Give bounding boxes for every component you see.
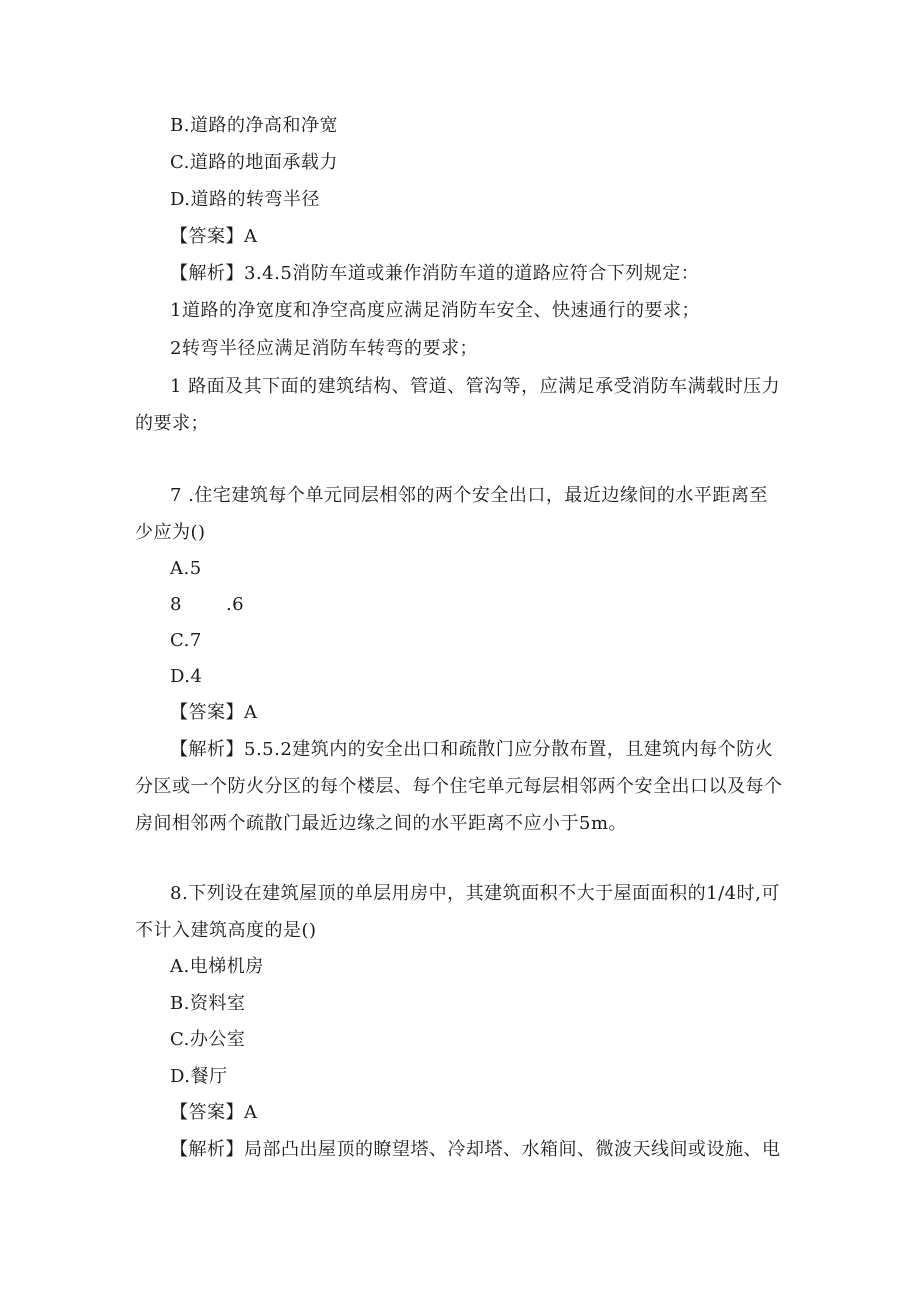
q7-analysis-line-1: 【解析】5.5.2建筑内的安全出口和疏散门应分散布置，且建筑内每个防火	[170, 739, 774, 760]
q8-option-c: C.办公室	[170, 1029, 246, 1050]
q8-option-b: B.资料室	[170, 993, 246, 1014]
q6-answer: 【答案】A	[170, 226, 258, 247]
q6-option-d: D.道路的转弯半径	[170, 189, 321, 210]
q6-analysis-line-3: 2转弯半径应满足消防车转弯的要求；	[170, 338, 478, 359]
q7-option-b-value: .6	[225, 594, 245, 615]
q6-analysis-line-2: 1道路的净宽度和净空高度应满足消防车安全、快速通行的要求；	[170, 300, 700, 321]
q7-analysis-line-3: 房间相邻两个疏散门最近边缘之间的水平距离不应小于5m。	[135, 813, 628, 834]
q7-option-b	[170, 594, 244, 616]
q6-analysis-line-4-cont: 的要求；	[135, 413, 209, 434]
q6-option-b: B.道路的净高和净宽	[170, 115, 338, 136]
q7-question-line-1: 7 .住宅建筑每个单元同层相邻的两个安全出口，最近边缘间的水平距离至	[170, 485, 768, 506]
q7-answer: 【答案】A	[170, 702, 258, 723]
q8-option-a: A.电梯机房	[170, 956, 264, 977]
q6-analysis-line-1: 【解析】3.4.5消防车道或兼作消防车道的道路应符合下列规定：	[170, 263, 700, 284]
q8-analysis-line-1: 【解析】局部凸出屋顶的瞭望塔、冷却塔、水箱间、微波天线间或设施、电	[170, 1139, 781, 1160]
q7-option-d: D.4	[170, 666, 203, 687]
q7-question-line-2: 少应为()	[135, 522, 206, 543]
q7-option-a: A.5	[170, 558, 202, 579]
q8-question-line-2: 不计入建筑高度的是()	[135, 920, 317, 941]
q7-analysis-line-2: 分区或一个防火分区的每个楼层、每个住宅单元每层相邻两个安全出口以及每个	[135, 776, 783, 797]
q6-analysis-line-4: 1 路面及其下面的建筑结构、管道、管沟等，应满足承受消防车满载时压力	[170, 376, 781, 397]
q6-option-c: C.道路的地面承载力	[170, 152, 338, 173]
q8-option-d: D.餐厅	[170, 1066, 228, 1087]
q8-question-line-1: 8.下列设在建筑屋顶的单层用房中，其建筑面积不大于屋面面积的1/4时,可	[170, 883, 780, 904]
q7-option-b-number: 8	[170, 594, 182, 615]
q7-option-c: C.7	[170, 630, 202, 651]
q8-answer: 【答案】A	[170, 1102, 258, 1123]
